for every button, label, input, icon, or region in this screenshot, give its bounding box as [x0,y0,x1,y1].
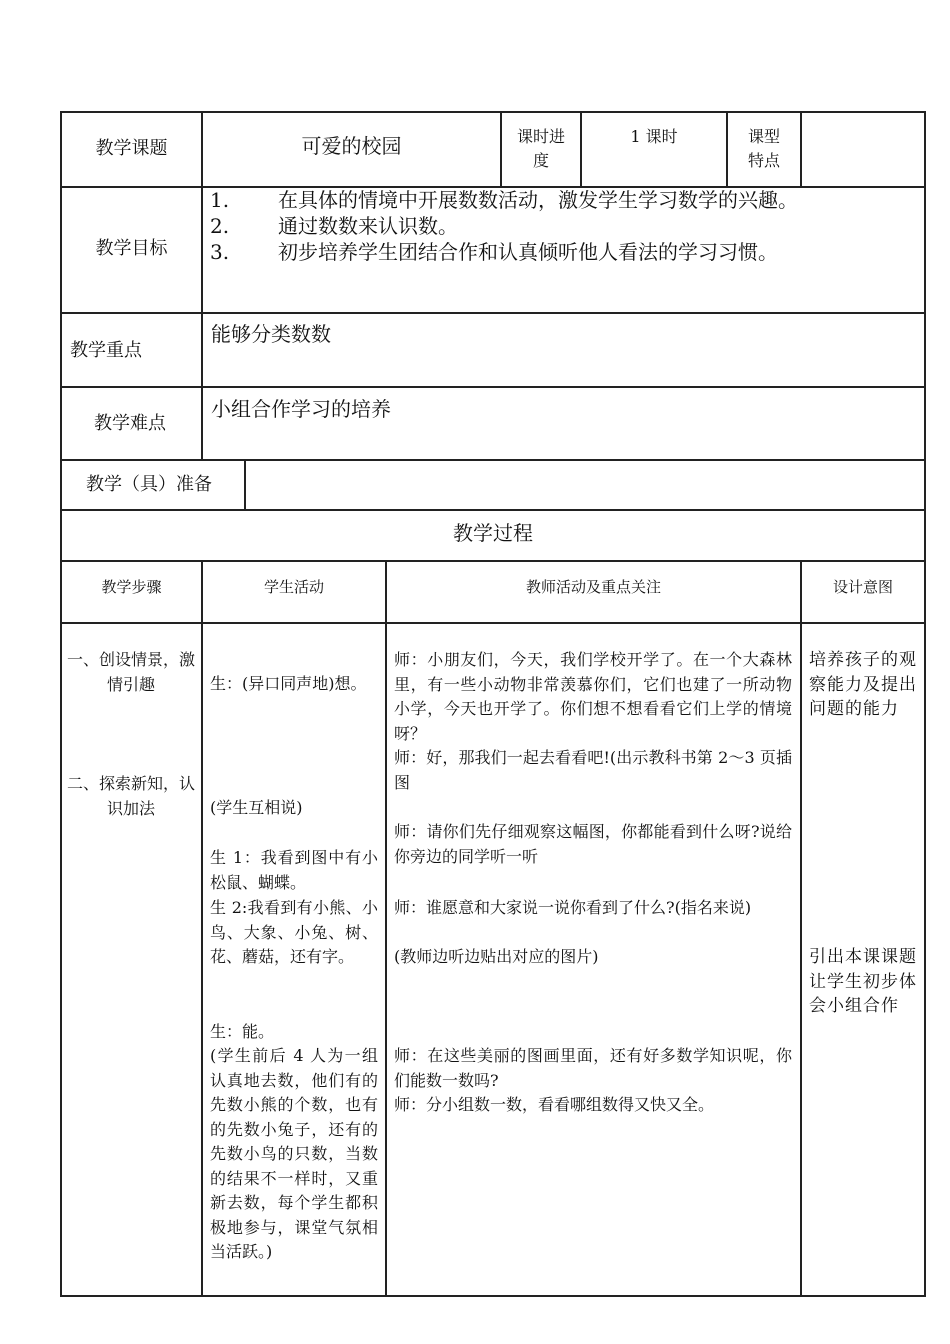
progress-value: 1 课时 [630,127,678,146]
teacher-4: 师：谁愿意和大家说一说你看到了什么?(指名来说) [394,898,752,917]
student-3: 生 1：我看到图中有小松鼠、蝴蝶。 [210,848,378,892]
teacher-6: 师：在这些美丽的图画里面，还有好多数学知识呢，你们能数一数吗? [394,1046,792,1090]
step-2: 二、探索新知，认识加法 [66,774,195,818]
teacher-2: 师：好，那我们一起去看看吧!(出示教科书第 2～3 页插图 [394,748,792,792]
topic-value: 可爱的校园 [301,134,402,158]
col-student: 学生活动 [263,578,324,596]
goal-item-3: 3. 初步培养学生团结合作和认真倾听他人看法的学习习惯。 [210,240,778,264]
focus-label: 教学重点 [70,340,142,361]
teacher-7: 师：分小组数一数，看看哪组数得又快又全。 [394,1095,715,1114]
topic-label: 教学课题 [95,138,168,159]
progress-label: 课时进度 [516,127,565,170]
student-1: 生：(异口同声地)想。 [210,674,367,693]
goal-item-1: 1. 在具体的情境中开展数数活动，激发学生学习数学的兴趣。 [210,188,798,212]
teacher-3: 师：请你们先仔细观察这幅图，你都能看到什么呀?说给你旁边的同学听一听 [394,822,792,866]
student-4: 生 2:我看到有小熊、小鸟、大象、小兔、树、花、蘑菇，还有字。 [210,898,378,966]
student-2: (学生互相说) [210,798,303,817]
type-label: 课型特点 [747,127,780,170]
step-1: 一、创设情景，激情引趣 [66,650,195,694]
focus-value: 能够分类数数 [211,322,331,346]
student-5: 生：能。 [210,1022,275,1041]
teacher-1: 师：小朋友们，今天，我们学校开学了。在一个大森林里，有一些小动物非常羡慕你们，它们也建了一所动物小学，今天也开学了。你们想不想看看它们上学的情境呀？ [394,650,792,743]
design-2: 引出本课课题让学生初步体会小组合作 [809,947,917,1016]
col-design: 设计意图 [832,578,893,596]
prep-label: 教学（具）准备 [86,474,212,495]
teacher-5: (教师边听边贴出对应的图片) [394,947,599,966]
goals-label: 教学目标 [95,238,168,259]
student-6: (学生前后 4 人为一组认真地去数，他们有的先数小熊的个数，也有的先数小兔子，还有的先数小鸟的只数，当数的结果不一样时，又重新去数，每个学生都积极地参与，课堂气氛相当活跃。) [210,1046,378,1261]
difficulty-value: 小组合作学习的培养 [211,397,391,421]
col-teacher: 教师活动及重点关注 [525,578,661,596]
goals-list [210,186,922,264]
goal-item-2: 2. 通过数数来认识数。 [210,214,458,238]
design-1: 培养孩子的观察能力及提出问题的能力 [809,650,917,719]
col-steps: 教学步骤 [101,578,162,596]
difficulty-label: 教学难点 [94,413,166,434]
process-title: 教学过程 [453,521,533,545]
